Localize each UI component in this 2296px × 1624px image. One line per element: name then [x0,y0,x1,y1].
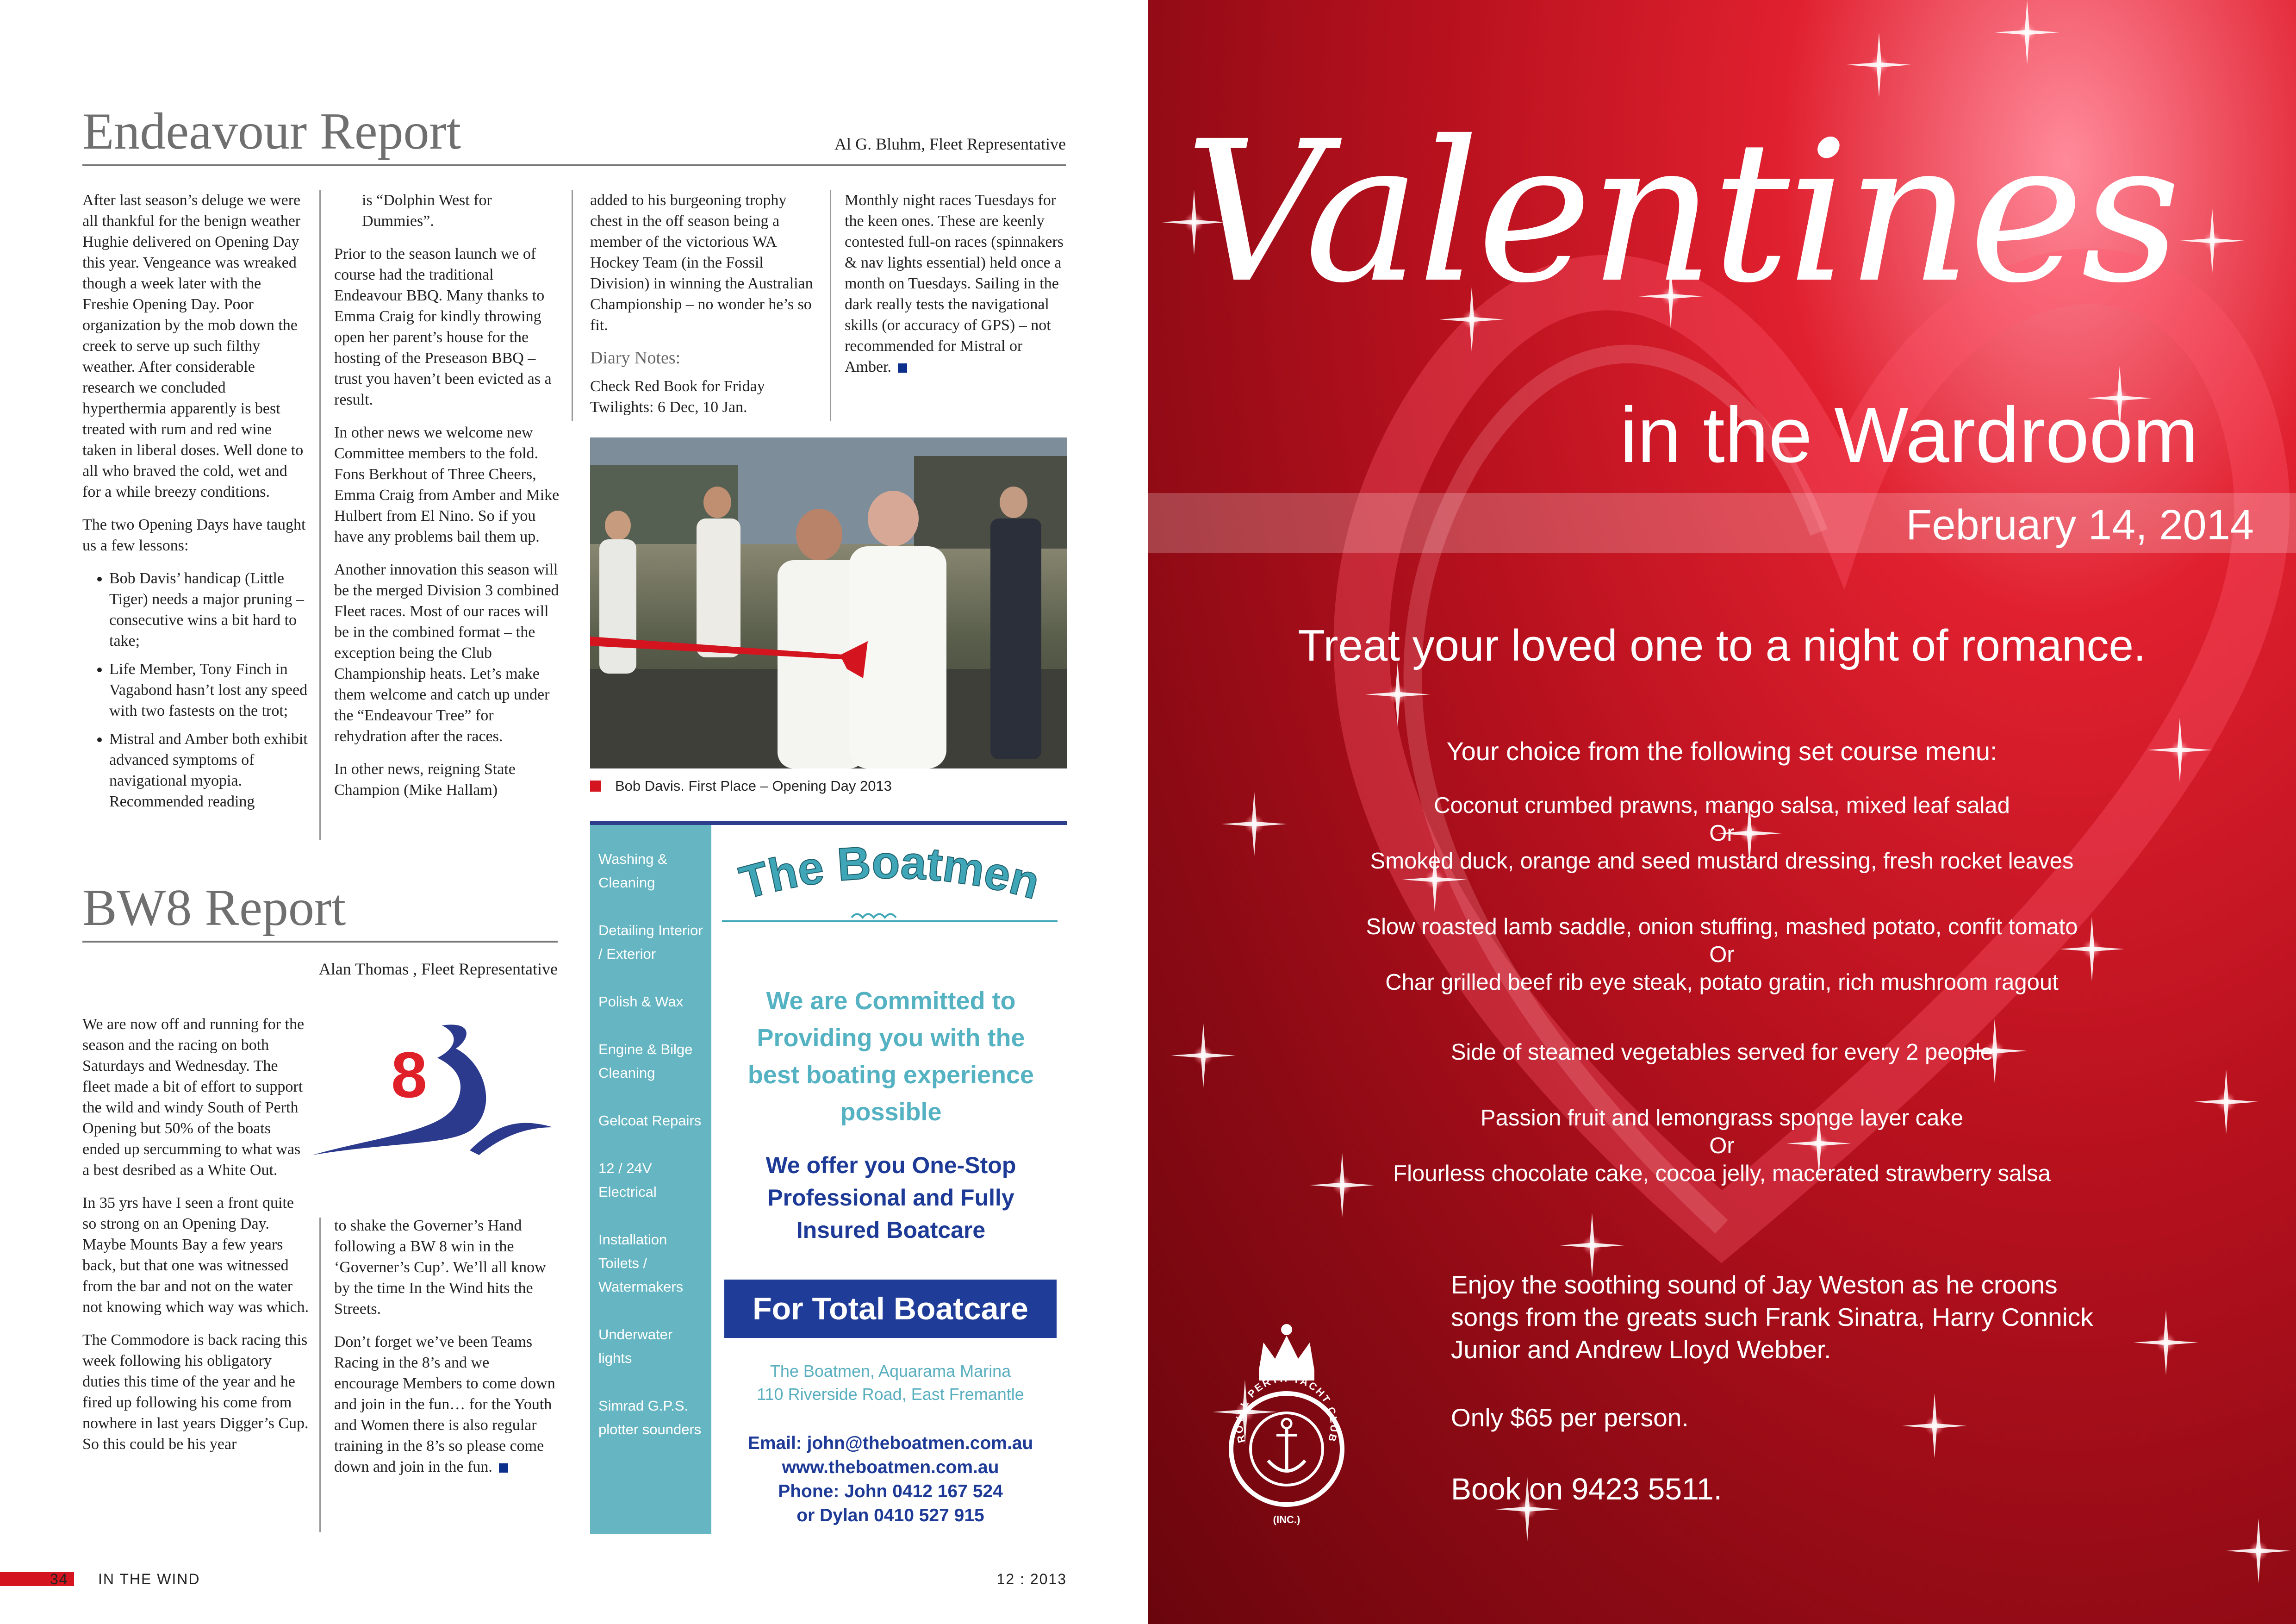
menu-intro: Your choice from the following set course menu: [1446,737,1997,766]
ad-email-link[interactable]: Email: john@theboatmen.com.au [747,1433,1033,1453]
list-item: • Life Member, Tony Finch in Vagabond hasn’t lost any speed with two fastests on the trot; [109,659,309,721]
diary-notes-text: Check Red Book for Friday Twilights: 6 Dec, 10 Jan. [590,378,765,416]
endeavour-c2-p3: In other news we welcome new Committee members to the fold. Fons Berkhout of Three Cheers, Emma Craig from Amber and Mike Hulbert from El Nino. So if you have any problems bail them up. [334,424,560,545]
ad-services-sidebar [590,825,711,1534]
menu-course-desserts [1148,1104,2296,1187]
footer-magazine-name: IN THE WIND [98,1571,200,1587]
menu-option: Flourless chocolate cake, cocoa jelly, macerated strawberry salsa [1393,1161,2051,1186]
event-date: February 14, 2014 [1906,501,2254,549]
service-item: Detailing Interior / Exterior [598,922,703,962]
menu-option: Coconut crumbed prawns, mango salsa, mixed leaf salad [1434,793,2010,818]
ad-contact [724,1431,1057,1528]
endeavour-c2-p4: Another innovation this season will be the merged Division 3 combined Fleet races. Most of our races will be in the combined format – the exception being the Club Championship heats. Let’s make them welcome and catch up under the “Endeavour Tree” for rehydration after the races. [334,561,559,745]
bw8-c1-p1: We are now off and running for the season and the racing on both Saturdays and Wednesday. The fleet made a bit of effort to support the wild and windy South of Perth Opening but 50% of the boats ended up sercumming to what was a best desribed as a White Out. [82,1016,305,1179]
endeavour-column-2 [334,190,561,812]
diary-notes-heading: Diary Notes: [590,348,681,368]
menu-option: Slow roasted lamb saddle, onion stuffing, mashed potato, confit tomato [1366,914,2078,939]
endeavour-c3-p1: added to his burgeoning trophy chest in the off season being a member of the victorious WA Hockey Team (in the Fossil Division) in winning the Australian Championship – no wonder he’s so fit. [590,192,813,334]
endeavour-byline: Al G. Bluhm, Fleet Representative [834,135,1066,153]
endeavour-lessons-list [82,568,309,812]
endeavour-column-4 [845,190,1067,389]
endeavour-report-title: Endeavour Report [82,103,461,160]
service-item: Washing & Cleaning [598,851,667,891]
bw8-report-title: BW8 Report [82,879,346,937]
bw8-logo-number: 8 [391,1038,427,1111]
list-item: • Bob Davis’ handicap (Little Tiger) needs a major pruning – consecutive wins a bit hard to take; [109,568,309,651]
valentines-script-title: Valentines [1185,100,2178,326]
bw8-c2-p2-wrap [334,1331,556,1477]
service-item: 12 / 24V Electrical [598,1160,657,1200]
valentines-page [1148,0,2296,1624]
endeavour-c1-p2: The two Opening Days have taught us a few lessons: [82,516,306,554]
bw8-column-1 [82,1014,309,1467]
caption-marker [590,781,601,792]
service-item: Installation Toilets / Watermakers [598,1231,684,1295]
bw8-c2-p1: to shake the Governer’s Hand following a BW 8 win in the ‘Governer’s Cup’. We’ll all know by the time In the Wind hits the Streets. [334,1217,546,1318]
menu-course-sides [1148,1038,2296,1066]
menu-course-mains [1148,913,2296,996]
footer-page-number: 34 [50,1571,68,1587]
ad-total-boatcare-band: For Total Boatcare [724,1280,1057,1338]
menu-course-entrees [1148,792,2296,875]
service-item: Underwater lights [598,1326,673,1366]
bw8-sail-logo [303,1012,562,1169]
endeavour-column-3 [590,190,821,430]
menu-or: Or [1709,821,1735,846]
endeavour-c1-p1: After last season’s deluge we were all thankful for the benign weather Hughie delivered on Opening Day this year. Vengeance was wreaked though a week later with the Freshie Opening Day. Poor organization by the mob down the creek to serve up such filthy weather. After considerable research we concluded hyperthermia apparently is best treated with rum and red wine taken in liberal doses. Well done to all who braved the cold, wet and for a while breezy conditions. [82,192,304,500]
endeavour-c4-p1-wrap [845,190,1067,377]
wardroom-subtitle: in the Wardroom [1620,391,2199,479]
bw8-logo [303,1012,562,1169]
column-divider [830,190,831,421]
endeavour-c2-p1: is “Dolphin West for Dummies”. [362,192,492,230]
menu-option: Side of steamed vegetables served for every 2 people [1450,1040,1993,1065]
crest-ring-text: ROYAL PERTH YACHT CLUB [1233,1372,1340,1444]
service-item: Gelcoat Repairs [598,1112,702,1129]
end-square-icon [499,1463,508,1473]
menu-option: Smoked duck, orange and seed mustard dressing, fresh rocket leaves [1370,849,2074,874]
service-item: Simrad G.P.S. plotter sounders [598,1398,702,1437]
ad-phone-dylan: or Dylan 0410 527 915 [796,1505,984,1525]
menu-or: Or [1709,942,1735,967]
endeavour-c4-p1: Monthly night races Tuesdays for the keen ones. These are keenly contested full-on races (spinnakers & nav lights essential) held once a month on Tuesdays. Sailing in the dark really tests the navigational skills (or accuracy of GPS) – not recommended for Mistral or Amber. [845,192,1064,375]
ad-address [724,1360,1057,1406]
entertainment-text: Enjoy the soothing sound of Jay Weston as he croons songs from the greats such Frank Sinatra, Harry Connick Junior and Andrew Lloyd Webber. [1451,1270,2093,1364]
boatmen-logo-art [713,843,1067,927]
endeavour-c2-p2: Prior to the season launch we of course had the traditional Endeavour BBQ. Many thanks to Emma Craig for kindly throwing open her parent’s house for the hosting of the Preseason BBQ – trust you haven’t been evicted as a result. [334,245,552,408]
endeavour-heading-rule [82,164,1066,166]
service-item: Polish & Wax [598,993,684,1010]
photo-caption-text: Bob Davis. First Place – Opening Day 2013 [615,778,892,794]
endeavour-column-1 [82,190,309,819]
ad-phone-john: Phone: John 0412 167 524 [778,1481,1003,1501]
bw8-c1-p3: The Commodore is back racing this week following his obligatory duties this time of the year and he fired up following his come from nowhere in last years Digger’s Cup. So this could be his year [82,1331,309,1453]
column-divider [319,1218,321,1532]
service-item: Engine & Bilge Cleaning [598,1041,693,1081]
romance-tagline: Treat your loved one to a night of romance. [1298,621,2146,670]
bw8-c1-p2: In 35 yrs have I seen a front quite so strong on an Opening Day. Maybe Mounts Bay a few years back, but that one was witnessed from the bar and not on the water not knowing which way was which. [82,1194,309,1316]
price-text: Only $65 per person. [1451,1403,1689,1432]
bw8-byline: Alan Thomas , Fleet Representative [318,960,558,978]
ad-web-link[interactable]: www.theboatmen.com.au [782,1457,999,1477]
menu-option: Passion fruit and lemongrass sponge layer cake [1480,1106,1964,1131]
boatmen-logo [713,843,1067,927]
royal-perth-yacht-club-crest [1226,1315,1347,1555]
photo-caption [590,778,1067,794]
column-divider [319,190,321,840]
opening-day-photo [590,437,1067,768]
bw8-heading-rule [82,941,558,943]
menu-option: Char grilled beef rib eye steak, potato gratin, rich mushroom ragout [1385,970,2059,995]
boatmen-advertisement [590,821,1067,1538]
footer-issue: 12 : 2013 [996,1571,1067,1587]
photo-illustration [590,437,1067,768]
endeavour-c2-p5: In other news, reigning State Champion (Mike Hallam) [334,761,516,799]
ad-offer: We offer you One-Stop Professional and Fully Insured Boatcare [765,1152,1016,1243]
crest-emblem [1226,1315,1347,1555]
end-square-icon [898,363,907,373]
ad-address-line-1: The Boatmen, Aquarama Marina [770,1362,1011,1380]
menu-or: Or [1709,1133,1735,1158]
ad-address-line-2: 110 Riverside Road, East Fremantle [757,1385,1024,1404]
list-item: • Mistral and Amber both exhibit advanced symptoms of navigational myopia. Recommended reading [109,729,309,812]
crest-inc-text: (INC.) [1273,1514,1300,1525]
bw8-c2-p2: Don’t forget we’ve been Teams Racing in the 8’s and we encourage Members to come down and join in the fun… for the Youth and Women there is also regular training in the 8’s so please come down and join in the fun. [334,1333,555,1475]
boatmen-logo-title: The Boatmen [734,843,1045,909]
ad-tagline: We are Committed to Providing you with the best boating experience possible [747,987,1034,1126]
column-divider [572,190,573,421]
bw8-column-2 [334,1215,556,1489]
booking-phone[interactable]: Book on 9423 5511. [1451,1472,1722,1506]
